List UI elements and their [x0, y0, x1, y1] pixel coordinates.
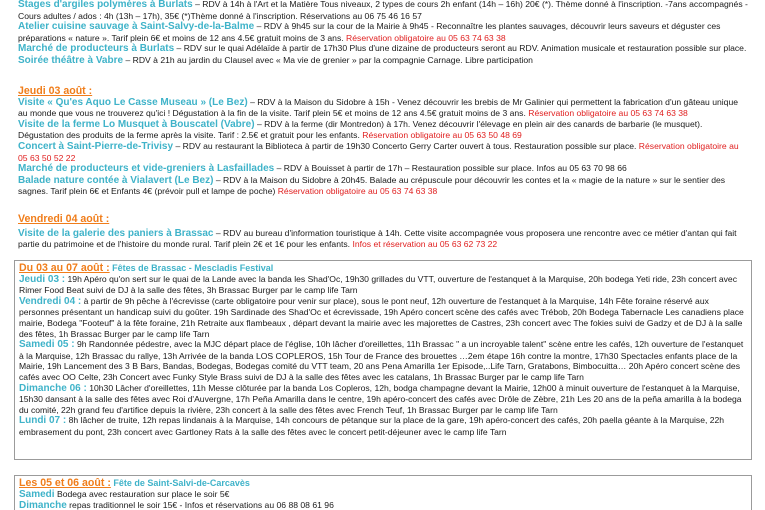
salvi-dimanche — [19, 500, 747, 510]
event-reservation: Infos et réservation au 05 63 62 73 22 — [352, 239, 498, 250]
event-marche-vide — [18, 163, 748, 175]
event-visite-musee — [18, 97, 748, 119]
event-text: – RDV à la ferme (dir Montredon) à 17h. Venez découvrir l'élevage en plein air des canards de barbarie (le musquet). Dégustation des produits de la ferme après la visite. Tarif : 2.5€ et gratuit pour les enfants. — [18, 118, 703, 141]
festival-day-label: Vendredi 04 : — [19, 295, 82, 307]
day-heading: Jeudi 03 août : — [18, 85, 93, 97]
salvi-title: Fête de Saint-Salvi-de-Carcavès — [110, 478, 250, 488]
event-text: – RDV à Bouisset à partir de 17h – Restauration possible sur place. Infos au 05 63 70 98 66 — [274, 163, 627, 174]
festival-date: Du 03 au 07 août : — [19, 262, 110, 274]
event-atelier — [18, 21, 748, 43]
festival-day-text: 9h Randonnée pédestre, avec la MJC départ place de l'église, 10h lâcher d'oreillettes, 11h Brassac " a un incroyable talent" scène entre les cafés, 12h ouverture de l'estanquet à la Marquise, 12h Brassac du rallye, 13h Arrivée de la banda LOS COPLEROS, 15h Tour de France des brouettes …2em étape 16h contre la montre, 17h30 Spectacles enfants place de la Mairie, 19h Lancement des 3 B Bars, Bandas, Bodegas, Bodegas comité du VTT team, 20 ans Pena Amarilla 1er Episode,..Life Tarn, Gratabons, Bimbocuitta… 20h Apéro concert scène des cafés avec OO Celte, 23h Concert avec Funky Style Brass suivi de DJ à la salle des fêtes avec les catalans, 1h Brassac Burger par le camp life Tarn — [19, 339, 744, 382]
event-reservation: Réservation obligatoire au 05 63 74 63 38 — [277, 186, 438, 197]
event-balade — [18, 175, 748, 197]
salvi-box — [14, 475, 752, 510]
event-text: – RDV à 14h à l'Art et la Matière Tous niveaux, 2 types de cours 2h enfant (14h – 16h) 20€ (*). Thème donné à l'inscription. -7ans accompagnés - Cours adultes / ados : 4h (13h – 17h), 35€ (*)Thème donné à l'inscription. Réservations au 06 75 46 16 57 — [18, 0, 748, 21]
jeudi-section — [18, 86, 748, 197]
salvi-day-label: Dimanche — [19, 500, 67, 510]
salvi-day-label: Samedi — [19, 488, 55, 500]
event-title: Visite de la galerie des paniers à Brassac — [18, 227, 214, 239]
event-title: Soirée théâtre à Vabre — [18, 54, 124, 66]
event-text: – RDV à la Maison du Sidobre à 20h45. Balade au crépuscule pour découvrir les contes et la « magie de la nature » sur le sentier des sagnes. Tarif plein 6€ et Enfants 4€ (prévoir pull et lampe de poche) — [18, 174, 726, 197]
festival-day-lundi — [19, 415, 747, 437]
festival-day-label: Lundi 07 : — [19, 415, 67, 427]
event-reservation: Réservation obligatoire au 05 63 74 63 38 — [528, 108, 688, 119]
festival-day-text: à partir de 9h pêche à l'écrevisse (carte obligatoire pour venir sur place), sous le pont neuf, 12h ouverture de l'estanquet à la Marquise, 14h Fête foraine réservé aux personnes présentant un handicap suivi du goûter. 19h Sardinade des Shad'Oc et écrevissade, 19h Apéro concert scène des cafés avec Trébob, 20h Bodega Tabernacle Les canadiens place mairie, Bodega "Footeuf" à la fête foraine, 21h Retraite aux flambeaux , départ devant la mairie avec les majorettes de Castres, 23h concert avec The fokies suivi de Gadzy et de DJ à la salle des fêtes, 1h Brassac Burger par le camp life Tarn — [19, 295, 744, 339]
event-title: Marché de producteurs et vide-greniers à Lasfaillades — [18, 163, 275, 175]
festival-day-dimanche — [19, 383, 747, 416]
event-reservation: Réservation obligatoire au 05 63 50 52 22 — [18, 140, 739, 163]
event-concert — [18, 141, 748, 163]
event-visite-galerie — [18, 228, 748, 250]
festival-day-vendredi — [19, 296, 747, 339]
event-marche — [18, 43, 748, 55]
salvi-samedi — [19, 489, 747, 501]
event-title: Balade nature contée à Vialavert (Le Bez) — [18, 174, 214, 186]
event-text: – RDV à 9h45 sur la cour de la Mairie à 9h45 - Reconnaître les plantes sauvages, découvrir leurs saveurs et déguster ces préparations « nature ». Tarif plein 6€ et moins de 12 ans 4.5€ gratuit moins de 3 ans. — [18, 21, 721, 43]
event-text: – RDV au bureau d'information touristique à 14h. Cette visite accompagnée vous proposera une rencontre avec ce métier d'antan qui fait partie du patrimoine et de l'histoire du monde rural. Tarif plein 2€ et 1€ pour les enfants. — [18, 227, 737, 250]
festival-day-text: 19h Apéro qu'on sert sur le quai de la Lande avec la banda les Shad'Oc, 19h30 grillades du VTT, ouverture de l'estanquet à la Marquise, 20h bodega Yeti ride, 23h concert avec Rimer Food Beat suivi de DJ à la salle des fêtes, 3h Brassac Burger par le camp life Tarn — [19, 273, 738, 296]
event-title: Atelier cuisine sauvage à Saint-Salvy-de-la-Balme — [18, 21, 255, 33]
event-visite-ferme — [18, 119, 748, 141]
festival-day-text: 8h lâcher de truite, 12h repas lindanais à la Marquise, 14h concours de pétanque sur la place de la gare, 19h apéro-concert des cafés, 20h paella géante à la Marquise, 22h embrasement du pont, 23h concert avec Gartloney Rats à la salle des fêtes avec le concert petit-déjeuner avec le camp life Tarn — [19, 415, 725, 437]
event-text: – RDV à 21h au jardin du Clausel avec « Ma vie de grenier » par la compagnie Carnage. Libre participation — [123, 54, 533, 65]
event-title: Visite de la ferme Lo Musquet à Bouscatel (Vabre) — [18, 118, 255, 130]
vendredi-section — [18, 214, 748, 250]
festival-day-label: Samedi 05 : — [19, 339, 75, 351]
event-text: – RDV sur le quai Adélaïde à partir de 17h30 Plus d'une dizaine de producteurs seront au RDV. Animation musicale et restauration possible sur place. — [174, 43, 747, 54]
festival-day-label: Jeudi 03 : — [19, 273, 66, 285]
event-reservation: Réservation obligatoire au 05 63 50 48 69 — [362, 130, 522, 141]
festival-box — [14, 260, 752, 460]
day-heading: Vendredi 04 août : — [18, 213, 110, 225]
event-stages — [18, 0, 748, 21]
event-title: Concert à Saint-Pierre-de-Trivisy — [18, 140, 174, 152]
festival-day-label: Dimanche 06 : — [19, 382, 87, 394]
festival-title: Fêtes de Brassac - Mescladis Festival — [109, 263, 274, 273]
event-reservation: Réservation obligatoire au 05 63 74 63 38 — [346, 32, 506, 43]
event-title: Marché de producteurs à Burlats — [18, 43, 175, 55]
salvi-date: Les 05 et 06 août : — [19, 477, 111, 489]
salvi-day-text: repas traditionnel le soir 15€ - Infos et réservations au 06 88 08 61 96 — [66, 500, 334, 510]
top-events — [18, 0, 748, 67]
festival-heading — [19, 263, 747, 274]
event-soiree — [18, 55, 748, 67]
event-title: Visite « Qu'es Aquo Le Casse Museau » (Le Bez) — [18, 96, 248, 108]
salvi-heading — [19, 478, 747, 489]
event-text: – RDV à la Maison du Sidobre à 15h - Venez découvrir les brebis de Mr Galinier qui permettent la fabrication d'un gâteau unique au monde que vous ne trouverez qu'ici ! Dégustation à la fin de la visite. Tarif plein 5€ et moins de 12 ans 4.5€ gratuit moins de 3 ans. — [18, 96, 739, 119]
event-text: – RDV au restaurant la Biblioteca à partir de 19h30 Concerto Gerry Carter ouvert à tous. Restauration possible sur place. — [173, 140, 639, 151]
event-title: Stages d'argiles polymères à Burlats — [18, 0, 193, 10]
festival-day-text: 10h30 Lâcher d'oreillettes, 11h Messe clôturée par la banda Los Copleros, 12h, bodga champagne devant la Mairie, 12h00 à minuit ouverture de l'estanquet à la Marquise, 15h30 dansant à la salle des fêtes avec Roi d'Auvergne, 17h Peña Amarilla dans le centre, 19h apéro-concert des cafés avec Drôle de Zèbre, 21h Les 20 ans de la peña amarilla à la bodega du comité, 22h grand feu d'artifice depuis la rivière, 23h concert à la salle des fêtes avec French Teuf, 1h Brassac Burger par le camp life Tarn — [19, 382, 742, 415]
festival-day-jeudi — [19, 274, 747, 296]
festival-day-samedi — [19, 339, 747, 382]
salvi-day-text: Bodega avec restauration sur place le soir 5€ — [54, 488, 230, 499]
